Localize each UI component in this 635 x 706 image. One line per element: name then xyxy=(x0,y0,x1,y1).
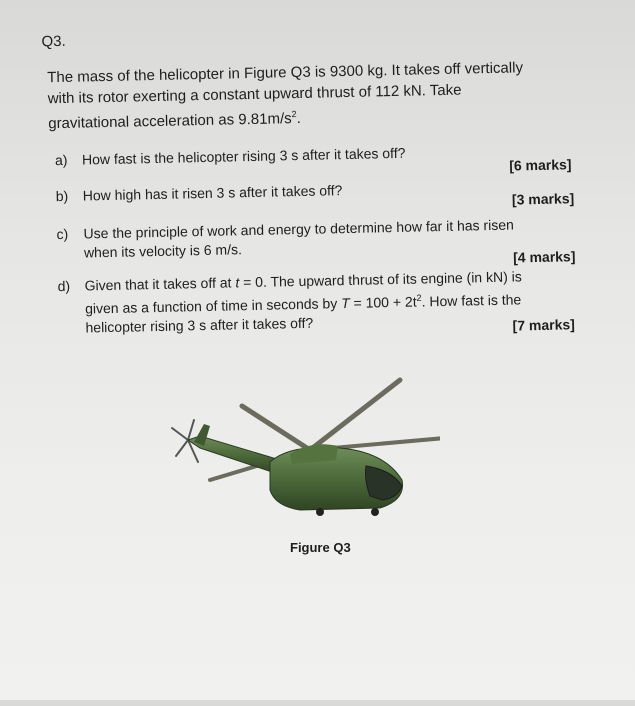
part-b-letter: b) xyxy=(55,187,69,205)
part-d-line-1 xyxy=(84,268,521,293)
part-b-marks: [3 marks] xyxy=(511,190,575,208)
question-intro xyxy=(47,56,568,134)
part-d-line-2-pre: given as a function of time in seconds by xyxy=(84,294,342,317)
exponent: 2 xyxy=(416,292,422,303)
part-c-line-2: when its velocity is 6 m/s. xyxy=(83,241,243,261)
part-d-line-3: helicopter rising 3 s after it takes off? xyxy=(85,314,314,336)
intro-line-2: with its rotor exerting a constant upward thrust of 112 kN. Take xyxy=(47,81,462,108)
part-c-text xyxy=(83,214,564,262)
figure-caption: Figure Q3 xyxy=(290,540,351,555)
intro-line-3-end: . xyxy=(296,109,302,128)
thrust-formula: = 100 + 2t xyxy=(349,293,417,311)
part-d-line-1-post: = 0. The upward thrust of its engine (in kN) is xyxy=(239,268,522,291)
part-d-line-2 xyxy=(85,291,521,316)
part-d-letter: d) xyxy=(57,277,71,295)
helicopter-illustration xyxy=(170,370,440,530)
part-a-marks: [6 marks] xyxy=(509,156,572,174)
part-c-marks: [4 marks] xyxy=(512,248,576,266)
part-d-text xyxy=(84,266,565,337)
part-c-letter: c) xyxy=(56,225,69,243)
variable-t: t xyxy=(235,274,240,291)
part-b-text: How high has it risen 3 s after it takes off? xyxy=(82,182,343,204)
part-a-text: How fast is the helicopter rising 3 s after it takes off? xyxy=(81,144,406,168)
part-d-line-2-post: . How fast is the xyxy=(421,291,522,310)
part-a-letter: a) xyxy=(54,151,68,169)
part-c-line-1: Use the principle of work and energy to determine how far it has risen xyxy=(83,216,514,242)
part-d-line-1-pre: Given that it takes off at xyxy=(84,274,236,294)
exponent: 2 xyxy=(291,109,297,120)
part-d-marks: [7 marks] xyxy=(512,316,576,334)
helicopter-svg xyxy=(170,370,440,530)
variable-T: T xyxy=(340,294,350,311)
intro-line-1: The mass of the helicopter in Figure Q3 is 9300 kg. It takes off vertically xyxy=(47,59,524,87)
intro-line-3-text: gravitational acceleration as 9.81m/s xyxy=(48,110,292,133)
question-number: Q3. xyxy=(41,32,66,51)
